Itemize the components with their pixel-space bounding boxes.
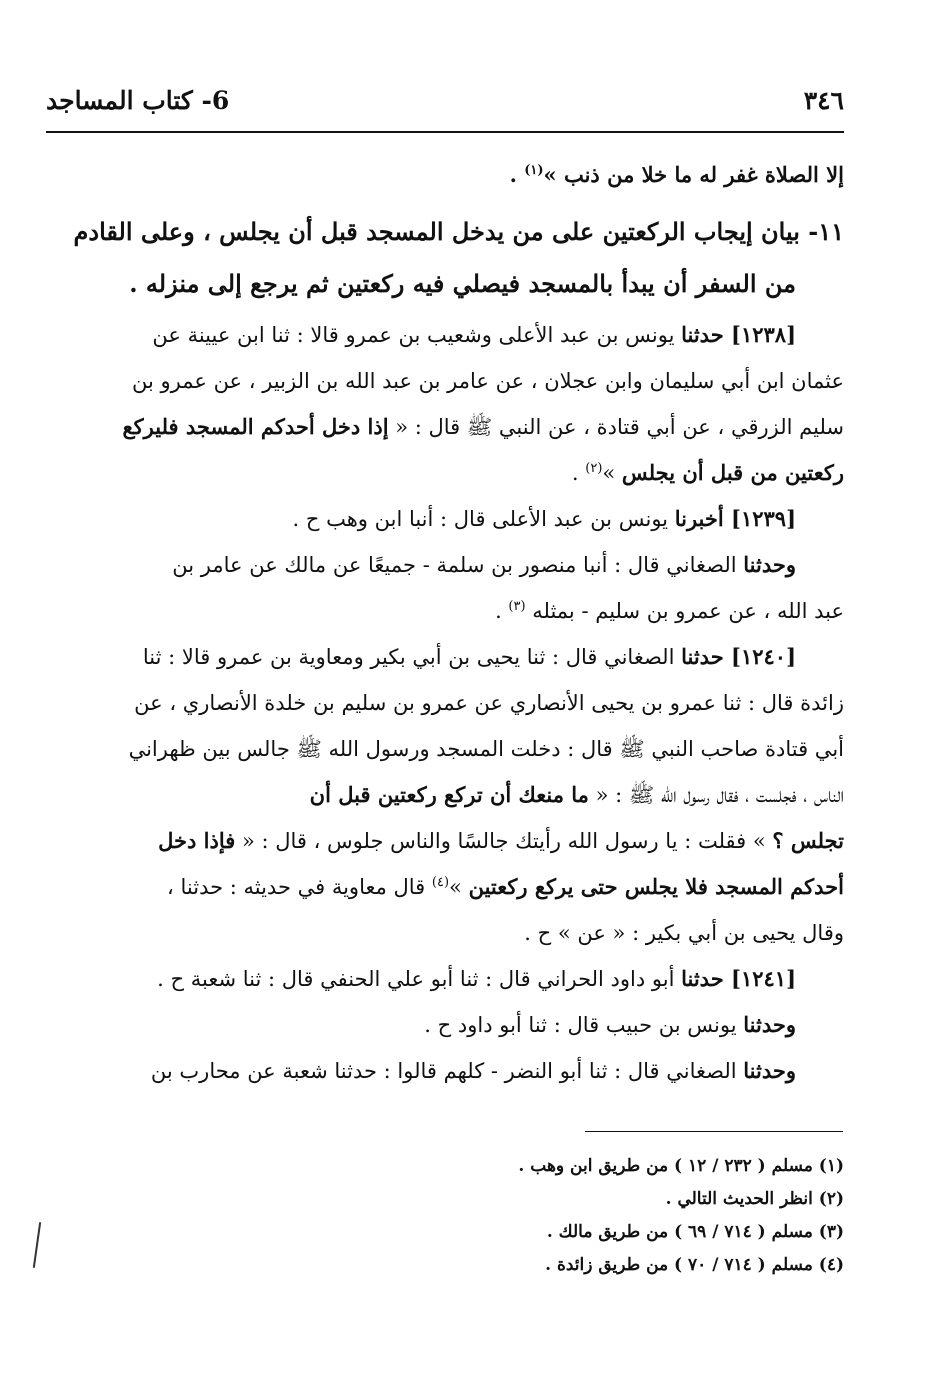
page-header bbox=[46, 78, 844, 126]
chapter-heading-line: ١١- بيان إيجاب الركعتين على من يدخل المسجد قبل أن يجلس ، وعلى القادم bbox=[73, 217, 844, 246]
hadith-1241 bbox=[40, 956, 844, 1094]
text-line: أبي قتادة صاحب النبي ﷺ قال : دخلت المسجد ورسول الله ﷺ جالس بين ظهراني bbox=[128, 737, 844, 761]
hadith-1240 bbox=[40, 634, 844, 956]
text-line: أحدكم المسجد فلا يجلس حتى يركع ركعتين »$^{(٤)}$ قال معاوية في حديثه : حدثنا ، bbox=[167, 874, 844, 899]
footnote-4: (٤) مسلم ( ٧١٤ / ٧٠ ) من طريق زائدة . bbox=[545, 1255, 844, 1275]
hadith-number: [١٢٣٨] bbox=[731, 322, 796, 347]
text-line: سليم الزرقي ، عن أبي قتادة ، عن النبي ﷺ قال : « إذا دخل أحدكم المسجد فليركع bbox=[122, 414, 844, 439]
text-line: زائدة قال : ثنا عمرو بن يحيى الأنصاري عن عمرو بن سليم بن خلدة الأنصاري ، عن bbox=[134, 691, 844, 715]
text-line: وقال يحيى بن أبي بكير : « عن » ح . bbox=[524, 921, 844, 945]
footnote-rule bbox=[585, 1131, 843, 1132]
footnote-ref: (١) bbox=[524, 163, 544, 178]
footnotes bbox=[40, 1150, 844, 1282]
text-line: ركعتين من قبل أن يجلس »$^{(٢)}$ . bbox=[571, 460, 844, 485]
text-line: الناس ، فجلست ، فقال رسول الله ﷺ : « ما منعك أن تركع ركعتين قبل أن bbox=[309, 782, 844, 807]
text-line: وحدثنا الصغاني قال : أنبا منصور بن سلمة - جميعًا عن مالك عن عامر بن bbox=[172, 552, 796, 577]
book-title: 6- كتاب المساجد bbox=[46, 86, 230, 115]
hadith-1239 bbox=[40, 496, 844, 634]
text-line: [١٢٣٩] أخبرنا يونس بن عبد الأعلى قال : أنبا ابن وهب ح . bbox=[292, 506, 796, 531]
text-line: وحدثنا الصغاني قال : ثنا أبو النضر - كلهم قالوا : حدثنا شعبة عن محارب بن bbox=[150, 1058, 796, 1083]
hadith-1238 bbox=[40, 312, 844, 496]
footnote-ref: (٤) bbox=[431, 875, 450, 890]
page-number: ٣٤٦ bbox=[803, 86, 844, 115]
footnote-2: (٢) انظر الحديث التالي . bbox=[665, 1189, 844, 1209]
text-line: [١٢٤٠] حدثنا الصغاني قال : ثنا يحيى بن أبي بكير ومعاوية بن عمرو قالا : ثنا bbox=[142, 644, 796, 669]
main-text bbox=[40, 152, 844, 1094]
text-line: عبد الله ، عن عمرو بن سليم - بمثله $^{(٣)}$ . bbox=[495, 599, 844, 623]
footnote-1: (١) مسلم ( ٢٣٢ / ١٢ ) من طريق ابن وهب . bbox=[518, 1156, 844, 1176]
text-line: تجلس ؟ » فقلت : يا رسول الله رأيتك جالسًا والناس جلوس ، قال : « فإذا دخل bbox=[158, 828, 844, 853]
hadith-number: [١٢٣٩] bbox=[731, 506, 796, 531]
footnote-ref: (٢) bbox=[585, 461, 603, 476]
text-line: [١٢٤١] حدثنا أبو داود الحراني قال : ثنا أبو علي الحنفي قال : ثنا شعبة ح . bbox=[157, 966, 796, 991]
hadith-number: [١٢٤١] bbox=[731, 966, 796, 991]
footnote-3: (٣) مسلم ( ٧١٤ / ٦٩ ) من طريق مالك . bbox=[546, 1222, 844, 1242]
text-line: وحدثنا يونس بن حبيب قال : ثنا أبو داود ح . bbox=[424, 1012, 796, 1037]
footnote-ref: (٣) bbox=[508, 599, 526, 614]
chapter-heading-line: من السفر أن يبدأ بالمسجد فيصلي فيه ركعتين ثم يرجع إلى منزله . bbox=[129, 269, 796, 298]
text-line: عثمان ابن أبي سليمان وابن عجلان ، عن عامر بن عبد الله بن الزبير ، عن عمرو بن bbox=[131, 369, 844, 393]
hadith-number: [١٢٤٠] bbox=[731, 644, 796, 669]
chapter-heading bbox=[40, 206, 844, 310]
continuation-line: إلا الصلاة غفر له ما خلا من ذنب »$^{(١)}$ . bbox=[509, 162, 844, 187]
header-rule bbox=[46, 131, 844, 133]
text-line: [١٢٣٨] حدثنا يونس بن عبد الأعلى وشعيب بن عمرو قالا : ثنا ابن عيينة عن bbox=[152, 322, 796, 347]
